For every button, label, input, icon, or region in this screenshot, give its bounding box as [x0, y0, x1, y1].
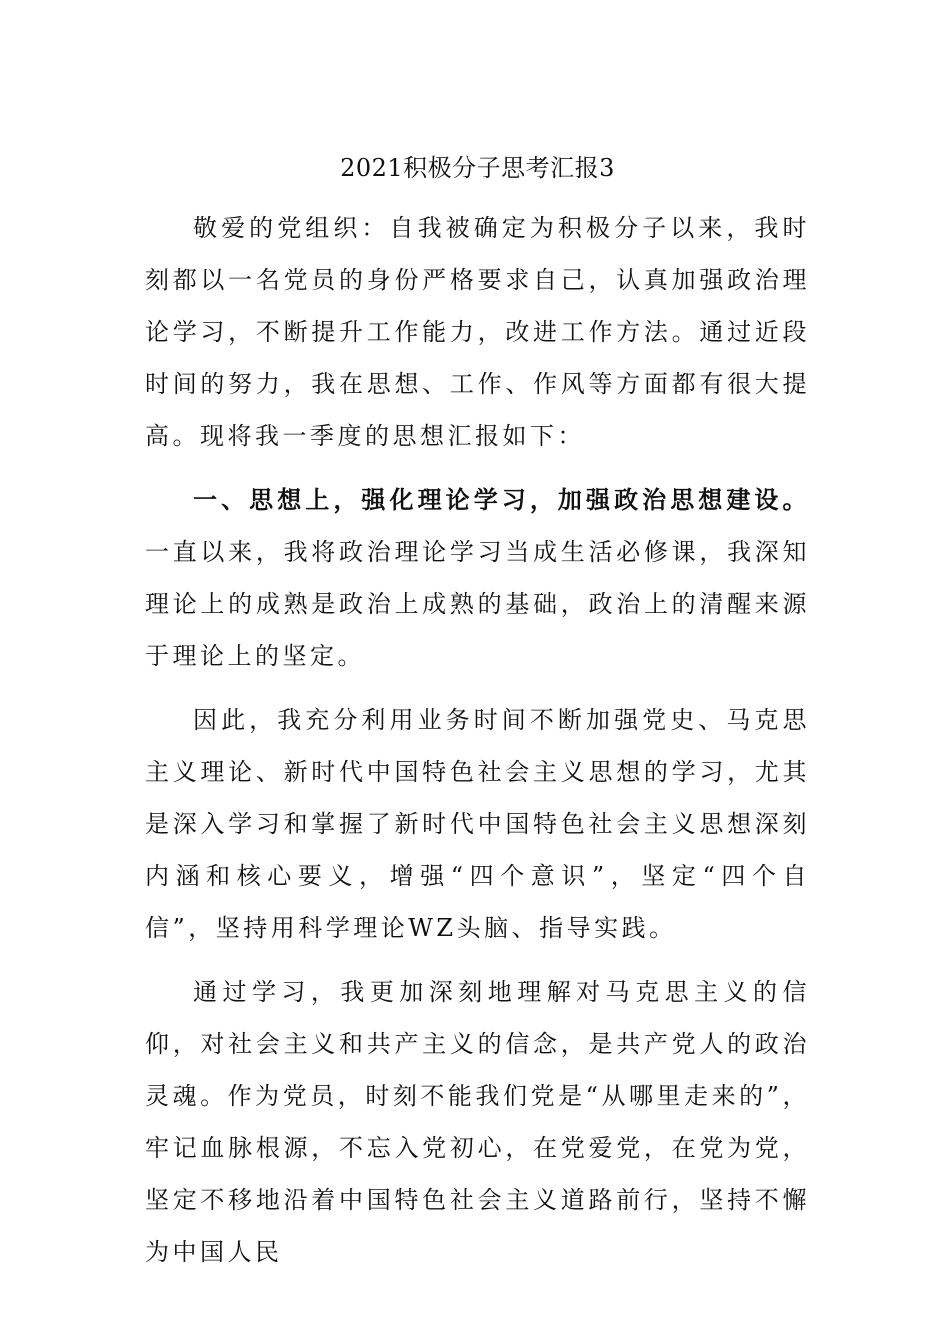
section-heading: 一、思想上，强化理论学习，加强政治思想建设。	[193, 485, 810, 514]
paragraph-text: 因此，我充分利用业务时间不断加强党史、马克思主义理论、新时代中国特色社会主义思想的学习，尤其是深入学习和掌握了新时代中国特色社会主义思想深刻内涵和核心要义，增强“四个意识”，坚定“四个自信”，坚持用科学理论WZ头脑、指导实践。	[145, 706, 810, 942]
paragraph-belief	[145, 966, 810, 1278]
paragraph-section-one	[145, 474, 810, 682]
document-title: 2021积极分子思考汇报3	[340, 154, 615, 182]
paragraph-study	[145, 694, 810, 954]
document-body	[145, 146, 810, 1278]
paragraph-salutation	[145, 202, 810, 462]
paragraph-text: 通过学习，我更加深刻地理解对马克思主义的信仰，对社会主义和共产主义的信念，是共产党人的政治灵魂。作为党员，时刻不能我们党是“从哪里走来的”，牢记血脉根源，不忘入党初心，在党爱党，在党为党，坚定不移地沿着中国特色社会主义道路前行，坚持不懈为中国人民	[145, 978, 810, 1266]
paragraph-text: 敬爱的党组织：自我被确定为积极分子以来，我时刻都以一名党员的身份严格要求自己，认真加强政治理论学习，不断提升工作能力，改进工作方法。通过近段时间的努力，我在思想、工作、作风等方面都有很大提高。现将我一季度的思想汇报如下：	[145, 214, 810, 450]
paragraph-text: 一直以来，我将政治理论学习当成生活必修课，我深知理论上的成熟是政治上成熟的基础，政治上的清醒来源于理论上的坚定。	[145, 538, 810, 670]
